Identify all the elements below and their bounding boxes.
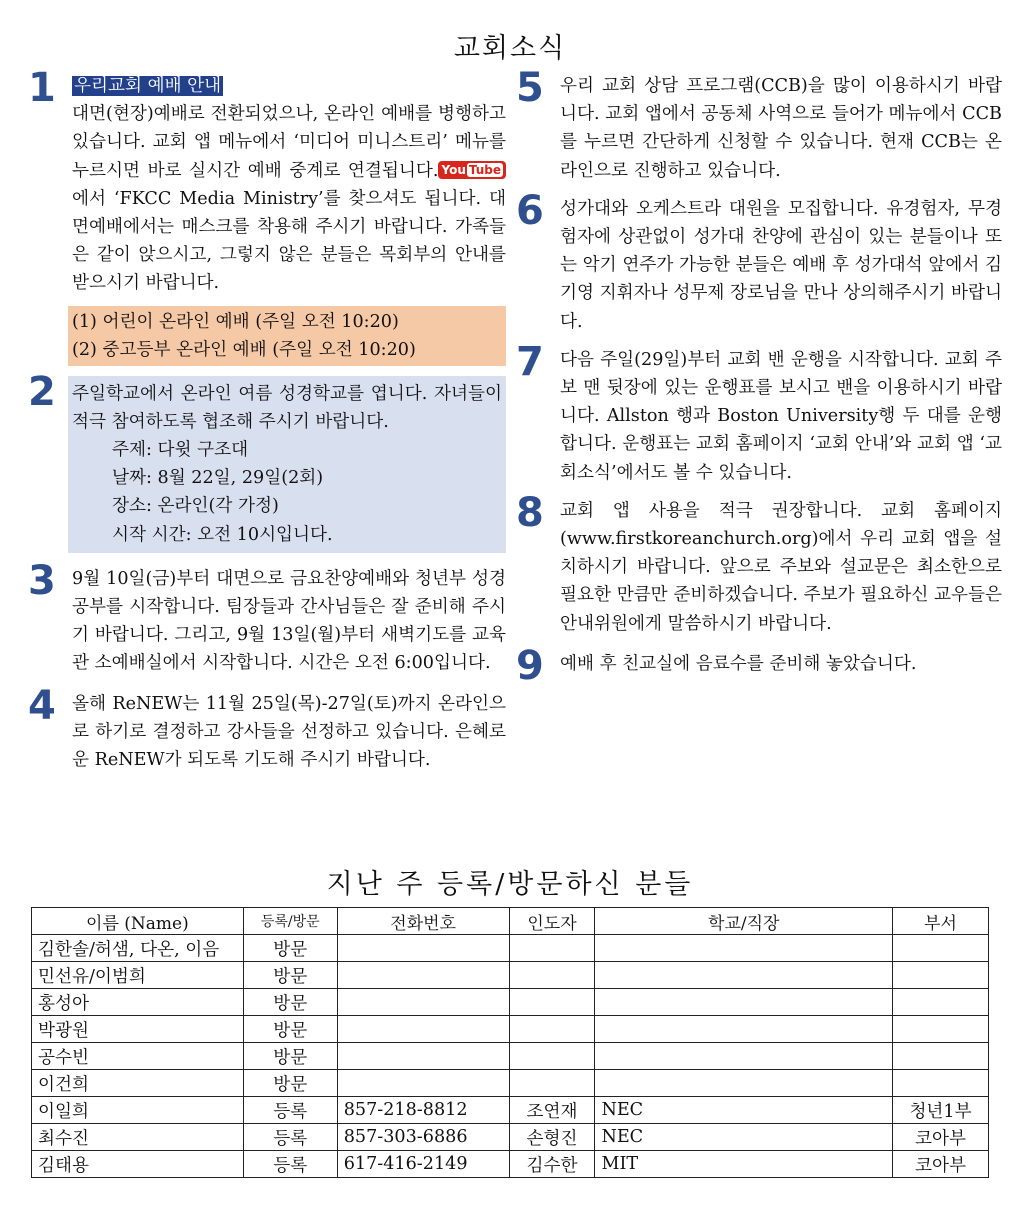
notice-6 <box>516 187 1002 336</box>
cell-department <box>893 1016 989 1043</box>
vbs-details <box>72 436 502 549</box>
table-row <box>32 962 989 989</box>
right-column <box>516 65 1002 689</box>
cell-school-work <box>595 1070 893 1097</box>
notice-text: 대면(현장)예배로 전환되었으나, 온라인 예배를 병행하고 있습니다. 교회 앱 메뉴에서 ‘미디어 미니스트리’ 메뉴를 누르시면 바로 실시간 예배 중계로 연결됩니다. <box>72 104 506 181</box>
table-row <box>32 1016 989 1043</box>
cell-name: 공수빈 <box>32 1043 244 1070</box>
notice-4 <box>28 682 506 775</box>
vbs-theme: 주제: 다윗 구조대 <box>112 440 249 461</box>
left-column <box>28 65 506 774</box>
notice-text: 예배 후 친교실에 음료수를 준비해 놓았습니다. <box>560 653 917 674</box>
vbs-place: 장소: 온라인(각 가정) <box>112 496 279 517</box>
cell-status: 방문 <box>243 989 337 1016</box>
cell-phone <box>337 1043 509 1070</box>
table-row <box>32 1124 989 1151</box>
cell-school-work <box>595 1016 893 1043</box>
header-status: 등록/방문 <box>243 908 337 935</box>
notice-7 <box>516 338 1002 487</box>
cell-department: 코아부 <box>893 1151 989 1178</box>
cell-school-work: NEC <box>595 1097 893 1124</box>
vbs-box <box>68 376 506 553</box>
cell-status: 방문 <box>243 1043 337 1070</box>
cell-phone <box>337 962 509 989</box>
cell-phone <box>337 1070 509 1097</box>
notice-number: 5 <box>516 65 544 111</box>
notice-text: 성가대와 오케스트라 대원을 모집합니다. 유경험자, 무경험자에 상관없이 성가대 찬양에 관심이 있는 분들이나 또는 악기 연주가 가능한 분들은 예배 후 성가대석 앞에서 김기영 지휘자나 성무제 장로님을 만나 상의해주시기 바랍니다. <box>560 198 1002 332</box>
cell-phone: 617-416-2149 <box>337 1151 509 1178</box>
online-worship-schedule <box>68 306 506 366</box>
vbs-date: 날짜: 8월 22일, 29일(2회) <box>112 468 324 489</box>
cell-name: 민선유/이범희 <box>32 962 244 989</box>
cell-department <box>893 1070 989 1097</box>
header-department: 부서 <box>893 908 989 935</box>
cell-name: 박광원 <box>32 1016 244 1043</box>
cell-school-work <box>595 935 893 962</box>
cell-name: 김한솔/허샘, 다온, 이음 <box>32 935 244 962</box>
cell-department: 코아부 <box>893 1124 989 1151</box>
registration-table <box>31 907 989 1178</box>
cell-name: 이건희 <box>32 1070 244 1097</box>
table-row <box>32 1070 989 1097</box>
header-guide: 인도자 <box>509 908 595 935</box>
cell-guide <box>509 1070 595 1097</box>
notice-text: 올해 ReNEW는 11월 25일(목)-27일(토)까지 온라인으로 하기로 결정하고 강사들을 선정하고 있습니다. 은혜로운 ReNEW가 되도록 기도해 주시기 바랍니다. <box>72 693 506 771</box>
cell-name: 이일희 <box>32 1097 244 1124</box>
cell-department <box>893 1043 989 1070</box>
cell-phone <box>337 1016 509 1043</box>
registration-title: 지난 주 등록/방문하신 분들 <box>326 869 694 900</box>
cell-guide: 조연재 <box>509 1097 595 1124</box>
notice-9 <box>516 642 1002 689</box>
cell-name: 김태용 <box>32 1151 244 1178</box>
page-title: 교회소식 <box>453 33 567 64</box>
cell-guide <box>509 935 595 962</box>
notice-title: 우리교회 예배 안내 <box>74 76 222 96</box>
header-name: 이름 (Name) <box>32 908 244 935</box>
notice-1 <box>28 65 506 298</box>
cell-guide: 손형진 <box>509 1124 595 1151</box>
cell-phone: 857-303-6886 <box>337 1124 509 1151</box>
cell-guide: 김수한 <box>509 1151 595 1178</box>
notice-number: 8 <box>516 489 544 536</box>
table-row <box>32 1043 989 1070</box>
notice-text-continued: 에서 ‘FKCC Media Ministry’를 찾으셔도 됩니다. 대면예배에서는 매스크를 착용해 주시기 바랍니다. 가족들은 같이 앉으시고, 그렇지 않은 분들은 목회부의 안내를 받으시기 바랍니다. <box>72 188 506 294</box>
cell-department: 청년1부 <box>893 1097 989 1124</box>
cell-school-work <box>595 989 893 1016</box>
schedule-item: (1) 어린이 온라인 예배 (주일 오전 10:20) <box>72 311 399 332</box>
notice-2 <box>28 368 506 553</box>
cell-school-work <box>595 962 893 989</box>
cell-school-work <box>595 1043 893 1070</box>
table-row <box>32 1097 989 1124</box>
notice-number: 7 <box>516 338 544 385</box>
cell-department <box>893 935 989 962</box>
notice-number: 2 <box>28 368 56 415</box>
cell-name: 최수진 <box>32 1124 244 1151</box>
notice-text: 주일학교에서 온라인 여름 성경학교를 엽니다. 자녀들이 적극 참여하도록 협조해 주시기 바랍니다. <box>72 383 502 432</box>
table-header-row <box>32 908 989 935</box>
cell-status: 방문 <box>243 962 337 989</box>
youtube-logo-icon: You Tube <box>438 161 506 179</box>
header-school-work: 학교/직장 <box>595 908 893 935</box>
table-row <box>32 935 989 962</box>
cell-status: 등록 <box>243 1151 337 1178</box>
cell-guide <box>509 989 595 1016</box>
notice-text: 다음 주일(29일)부터 교회 밴 운행을 시작합니다. 교회 주보 맨 뒷장에 있는 운행표를 보시고 밴을 이용하시기 바랍니다. Allston 행과 Boston University행 두 대를 운행합니다. 운행표는 교회 홈페이지 ‘교회 안내’와 교회 앱 ‘교회소식’에서도 볼 수 있습니다. <box>560 349 1002 483</box>
cell-status: 등록 <box>243 1124 337 1151</box>
cell-school-work: NEC <box>595 1124 893 1151</box>
notice-text: 9월 10일(금)부터 대면으로 금요찬양예배와 청년부 성경공부를 시작합니다. 팀장들과 간사님들은 잘 준비해 주시기 바랍니다. 그리고, 9월 13일(월)부터 새벽기도를 교육관 소예배실에서 시작합니다. 시간은 오전 6:00입니다. <box>72 568 506 674</box>
cell-status: 방문 <box>243 935 337 962</box>
schedule-item: (2) 중고등부 온라인 예배 (주일 오전 10:20) <box>72 339 416 360</box>
cell-guide <box>509 962 595 989</box>
notice-8 <box>516 489 1002 638</box>
cell-department <box>893 962 989 989</box>
cell-phone: 857-218-8812 <box>337 1097 509 1124</box>
notice-text: 우리 교회 상담 프로그램(CCB)을 많이 이용하시기 바랍니다. 교회 앱에서 공동체 사역으로 들어가 메뉴에서 CCB를 누르면 간단하게 신청할 수 있습니다. 현재 CCB는 온라인으로 진행하고 있습니다. <box>560 76 1002 181</box>
notice-3 <box>28 557 506 678</box>
cell-status: 방문 <box>243 1070 337 1097</box>
cell-guide <box>509 1043 595 1070</box>
notice-number: 3 <box>28 557 56 604</box>
header-phone: 전화번호 <box>337 908 509 935</box>
table-row <box>32 989 989 1016</box>
notice-number: 4 <box>28 682 56 729</box>
cell-phone <box>337 935 509 962</box>
notice-number: 1 <box>28 65 56 111</box>
cell-school-work: MIT <box>595 1151 893 1178</box>
vbs-start-time: 시작 시간: 오전 10시입니다. <box>112 524 333 545</box>
notice-number: 9 <box>516 642 544 689</box>
table-row <box>32 1151 989 1178</box>
cell-name: 홍성아 <box>32 989 244 1016</box>
notice-5 <box>516 65 1002 185</box>
cell-phone <box>337 989 509 1016</box>
cell-status: 등록 <box>243 1097 337 1124</box>
cell-department <box>893 989 989 1016</box>
cell-status: 방문 <box>243 1016 337 1043</box>
cell-guide <box>509 1016 595 1043</box>
notice-text: 교회 앱 사용을 적극 권장합니다. 교회 홈페이지(www.firstkoreanchurch.org)에서 우리 교회 앱을 설치하시기 바랍니다. 앞으로 주보와 설교문은 최소한으로 필요한 만큼만 준비하겠습니다. 주보가 필요하신 교우들은 안내위원에게 말씀하시기 바랍니다. <box>560 500 1002 634</box>
notice-number: 6 <box>516 187 544 234</box>
